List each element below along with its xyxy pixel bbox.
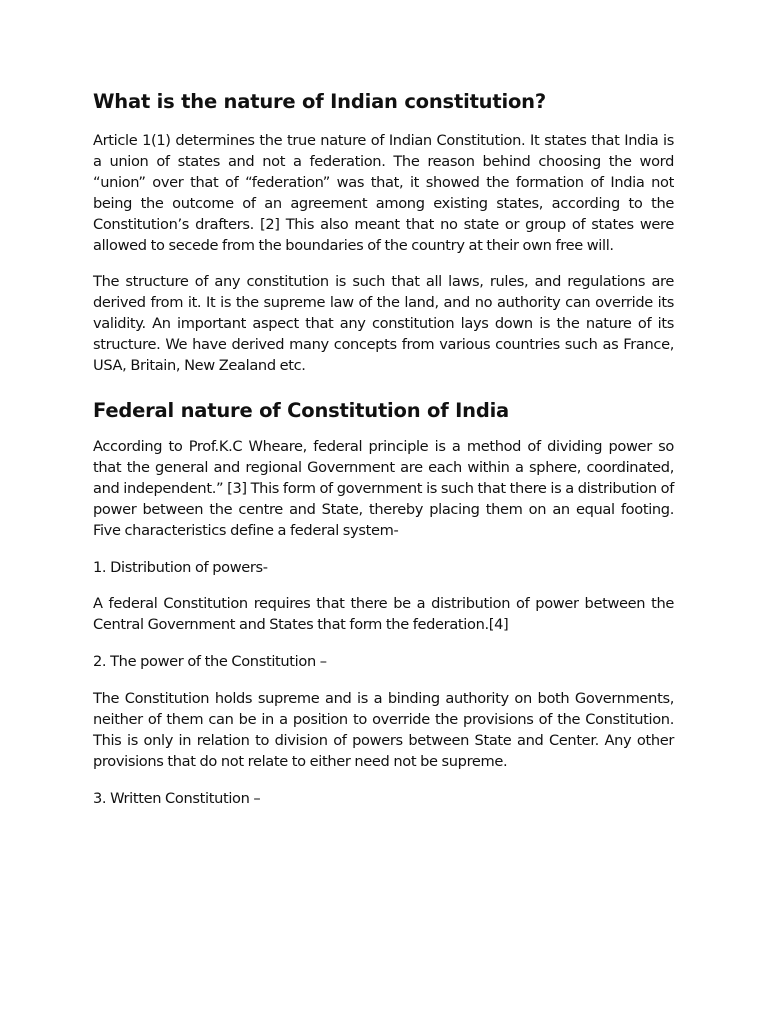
paragraph-article-1: Article 1(1) determines the true nature of Indian Constitution. It states that India is a union of states and not a federation. The reason behind choosing the word “union” over that of “federation” was that, it showed the formation of India not being the outcome of an agreement among existing states, according to the Constitution’s drafters. [2] This also meant that no state or group of states were allowed to secede from the boundaries of the country at their own free will. bbox=[93, 132, 674, 254]
section-heading-nature: What is the nature of Indian constitution? bbox=[93, 90, 546, 113]
document-page bbox=[93, 88, 674, 826]
item-title-written: 3. Written Constitution – bbox=[93, 789, 261, 807]
item-title-distribution: 1. Distribution of powers- bbox=[93, 558, 268, 576]
item-body-power: The Constitution holds supreme and is a binding authority on both Governments, neither of them can be in a position to override the provisions of the Constitution. This is only in relation to division of powers between State and Center. Any other provisions that do not relate to either need not be supreme. bbox=[93, 690, 674, 770]
item-body-distribution: A federal Constitution requires that there be a distribution of power between the Central Government and States that form the federation.[4] bbox=[93, 595, 674, 634]
item-title-power: 2. The power of the Constitution – bbox=[93, 653, 327, 671]
paragraph-wheare: According to Prof.K.C Wheare, federal principle is a method of dividing power so that the general and regional Government are each within a sphere, coordinated, and independent.” [3] This form of government is such that there is a distribution of power between the centre and State, thereby placing them on an equal footing. Five characteristics define a federal system- bbox=[93, 437, 674, 539]
section-heading-federal: Federal nature of Constitution of India bbox=[93, 398, 510, 422]
paragraph-structure: The structure of any constitution is such that all laws, rules, and regulations are derived from it. It is the supreme law of the land, and no authority can override its validity. An important aspect that any constitution lays down is the nature of its structure. We have derived many concepts from various countries such as France, USA, Britain, New Zealand etc. bbox=[93, 273, 674, 375]
